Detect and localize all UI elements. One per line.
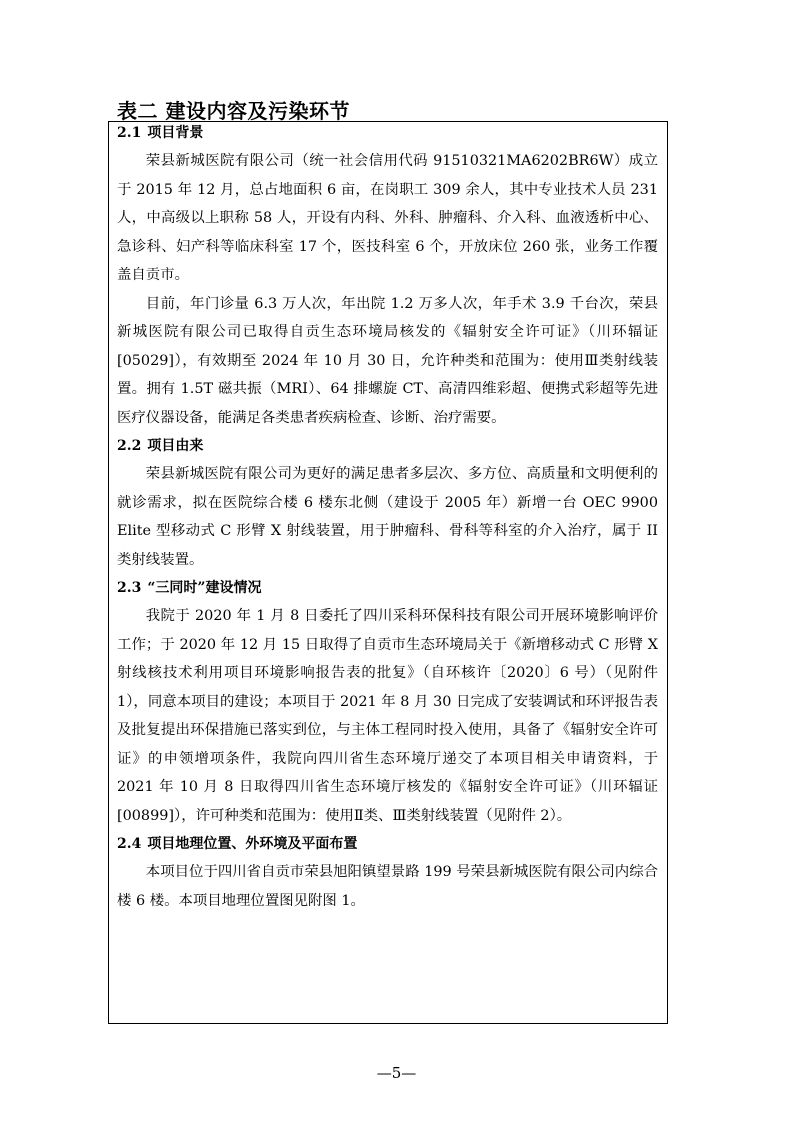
section-heading-2-1 <box>117 123 658 143</box>
section-heading-2-3 <box>117 578 658 598</box>
section-heading-2-2 <box>117 436 658 456</box>
section-number: 2.2 <box>117 438 142 454</box>
page-title: 表二 建设内容及污染环节 <box>117 99 350 123</box>
section-number: 2.1 <box>117 125 142 141</box>
section-title: 项目背景 <box>147 125 204 141</box>
section-number: 2.3 <box>117 580 142 596</box>
section-title: 项目由来 <box>147 438 204 454</box>
content-box <box>108 121 668 1024</box>
paragraph: 荣县新城医院有限公司为更好的满足患者多层次、多方位、高质量和文明便利的就诊需求，拟在医院综合楼 6 楼东北侧（建设于 2005 年）新增一台 OEC 9900 Elite 型移动式 C 形臂 X 射线装置，用于肿瘤科、骨科等科室的介入治疗，属于 II 类射线装置。 <box>117 466 658 568</box>
section-title: “三同时”建设情况 <box>147 580 262 596</box>
section-number: 2.4 <box>117 836 142 852</box>
paragraph: 本项目位于四川省自贡市荣县旭阳镇望景路 199 号荣县新城医院有限公司内综合楼 6 楼。本项目地理位置图见附图 1。 <box>117 864 658 909</box>
section-title: 项目地理位置、外环境及平面布置 <box>147 836 358 852</box>
paragraph: 目前，年门诊量 6.3 万人次，年出院 1.2 万多人次，年手术 3.9 千台次，荣县新城医院有限公司已取得自贡生态环境局核发的《辐射安全许可证》（川环辐证[05029]），有效期至 2024 年 10 月 30 日，允许种类和范围为：使用Ⅲ类射线装置。拥有 1.5T 磁共振（MRI）、64 排螺旋 CT、高清四维彩超、便携式彩超等先进医疗仪器设备，能满足各类患者疾病检查、诊断、治疗需要。 <box>117 295 658 426</box>
section-heading-2-4 <box>117 834 658 854</box>
paragraph: 荣县新城医院有限公司（统一社会信用代码 91510321MA6202BR6W）成立于 2015 年 12 月，总占地面积 6 亩，在岗职工 309 余人，其中专业技术人员 231 人，中高级以上职称 58 人，开设有内科、外科、肿瘤科、介入科、血液透析中心、急诊科、妇产科等临床科室 17 个，医技科室 6 个，开放床位 260 张，业务工作覆盖自贡市。 <box>117 153 658 283</box>
page-number: —5— <box>376 1064 417 1082</box>
paragraph: 我院于 2020 年 1 月 8 日委托了四川采科环保科技有限公司开展环境影响评价工作；于 2020 年 12 月 15 日取得了自贡市生态环境局关于《新增移动式 C 形臂 X 射线核技术利用项目环境影响报告表的批复》（自环核许〔2020〕6 号）（见附件 1），同意本项目的建设；本项目于 2021 年 8 月 30 日完成了安装调试和环评报告表及批复提出环保措施已落实到位，与主体工程同时投入使用，具备了《辐射安全许可证》的申领增项条件，我院向四川省生态环境厅递交了本项目相关申请资料，于 2021 年 10 月 8 日取得四川省生态环境厅核发的《辐射安全许可证》（川环辐证[00899]），许可种类和范围为：使用Ⅱ类、Ⅲ类射线装置（见附件 2）。 <box>117 608 658 824</box>
